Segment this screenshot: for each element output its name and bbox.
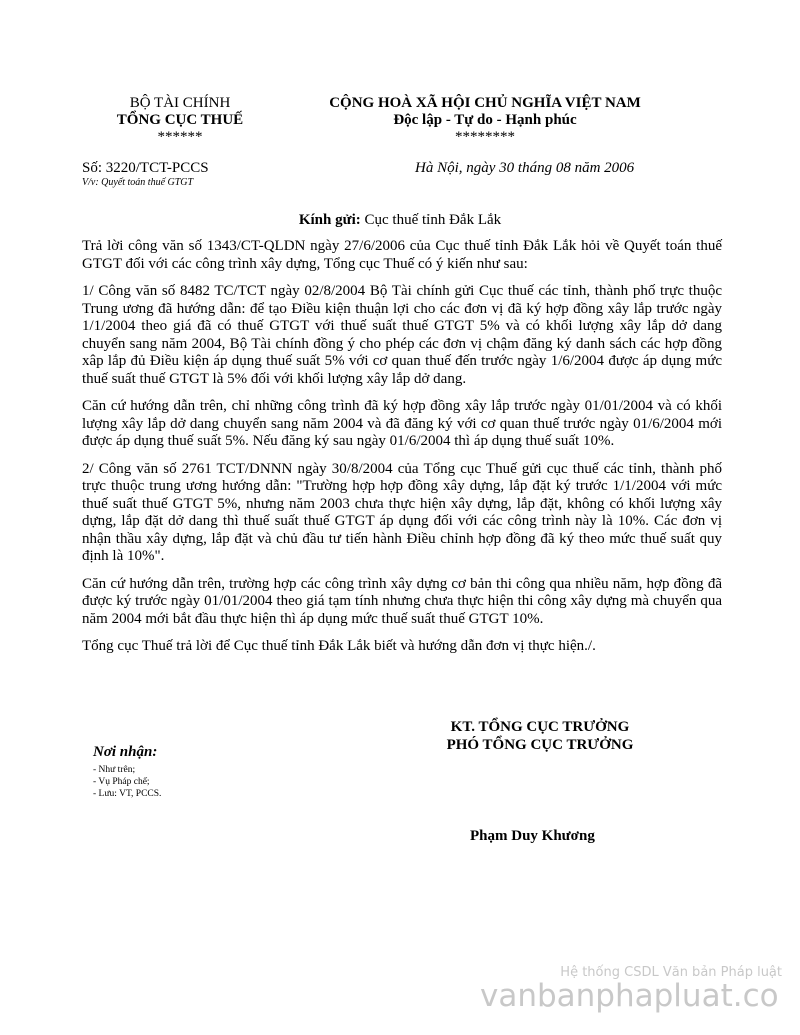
watermark-line-1: Hệ thống CSDL Văn bản Pháp luật [560,965,782,980]
body-paragraph: 1/ Công văn số 8482 TC/TCT ngày 02/8/2004 Bộ Tài chính gửi Cục thuế các tỉnh, thành phố trực thuộc Trung ương đã hướng dẫn: để tạo Điều kiện thuận lợi cho các đơn vị đã ký hợp đồng xây lắp trước ngày 1/1/2004 theo giá đã có thuế GTGT với thuế suất thuế GTGT 5% và có khối lượng xây lắp dở dang chuyển sang năm 2004, Bộ Tài chính đồng ý cho phép các đơn vị chậm đăng ký danh sách các hợp đồng xâp lắp đủ Điều kiện áp dụng thuế suất 5% với cơ quan thuế đến trước ngày 1/6/2004 được áp dụng mức thuế suất thuế GTGT là 5% đối với khối lượng xây lắp dở dang. [82,283,722,387]
signature-titles [420,719,660,754]
recipients-item: - Lưu: VT, PCCS. [93,789,162,799]
letter-body [82,238,722,666]
signature-title-2: PHÓ TỔNG CỤC TRƯỞNG [446,736,634,753]
document-subject: V/v: Quyết toán thuế GTGT [82,177,194,188]
body-paragraph: Căn cứ hướng dẫn trên, chỉ những công trình đã ký hợp đồng xây lắp trước ngày 01/01/2004 và có khối lượng xây lắp dở dang chuyển sang năm 2004 và đã đăng ký với cơ quan thuế trước ngày 01/6/2004 mới được áp dụng thuế suất 5%. Nếu đăng ký sau ngày 01/6/2004 thì áp dụng thuế suất 10%. [82,398,722,449]
body-paragraph: 2/ Công văn số 2761 TCT/DNNN ngày 30/8/2004 của Tổng cục Thuế gửi cục thuế các tỉnh, thành phố trực thuộc trung ương hướng dẫn: "Trường hợp hợp đồng xây dựng, lắp đặt ký trước 1/1/2004 với mức thuế suất thuế GTGT 5%, nhưng năm 2003 chưa thực hiện xây dựng, lắp đặt, không có khối lượng xây dựng, lắp đặt dở dang thì thuế suất thuế GTGT áp dụng đối với các công trình này là 10%. Các đơn vị nhận thầu xây dựng, lắp đặt và chủ đầu tư tiến hành Điều chỉnh hợp đồng đã ký theo mức thuế suất quy định là 10%". [82,460,722,564]
recipients-label: Nơi nhận: [93,744,158,760]
department-name: TỔNG CỤC THUẾ [116,112,244,128]
watermark-line-2: vanbanphapluat.co [480,978,779,1014]
body-paragraph: Trả lời công văn số 1343/CT-QLDN ngày 27/6/2006 của Cục thuế tỉnh Đắk Lắk hỏi về Quyết toán thuế GTGT đối với các công trình xây dựng, Tổng cục Thuế có ý kiến như sau: [82,238,722,272]
national-heading [300,95,670,146]
addressee-name: Cục thuế tỉnh Đắk Lắk [360,212,502,228]
ministry-name: BỘ TÀI CHÍNH [129,95,231,111]
recipients-item: - Như trên; [93,765,136,775]
document-number: Số: 3220/TCT-PCCS [82,160,209,176]
signature-title-1: KT. TỔNG CỤC TRƯỞNG [450,719,630,735]
recipients-item: - Vụ Pháp chế; [93,777,150,787]
recipients-list [93,764,161,800]
nation-title: CỘNG HOÀ XÃ HỘI CHỦ NGHĨA VIỆT NAM [329,95,641,111]
addressee [0,212,800,229]
department-separator: ****** [157,129,203,145]
body-paragraph: Căn cứ hướng dẫn trên, trường hợp các công trình xây dựng cơ bản thi công qua nhiều năm, hợp đồng đã được ký trước ngày 01/01/2004 theo giá tạm tính nhưng chưa thực hiện thi công xây dựng mà chuyển qua năm 2004 mới bắt đầu thực hiện thì áp dụng mức thuế suất thuế GTGT 10%. [82,575,722,627]
national-motto: Độc lập - Tự do - Hạnh phúc [393,112,577,128]
addressee-label: Kính gửi: [298,212,361,228]
issuing-agency-block [85,95,275,146]
dateline: Hà Nội, ngày 30 tháng 08 năm 2006 [415,160,635,176]
body-paragraph: Tổng cục Thuế trả lời để Cục thuế tỉnh Đắk Lắk biết và hướng dẫn đơn vị thực hiện./. [82,638,596,654]
motto-separator: ******** [455,129,515,145]
signer-name: Phạm Duy Khương [470,828,595,844]
